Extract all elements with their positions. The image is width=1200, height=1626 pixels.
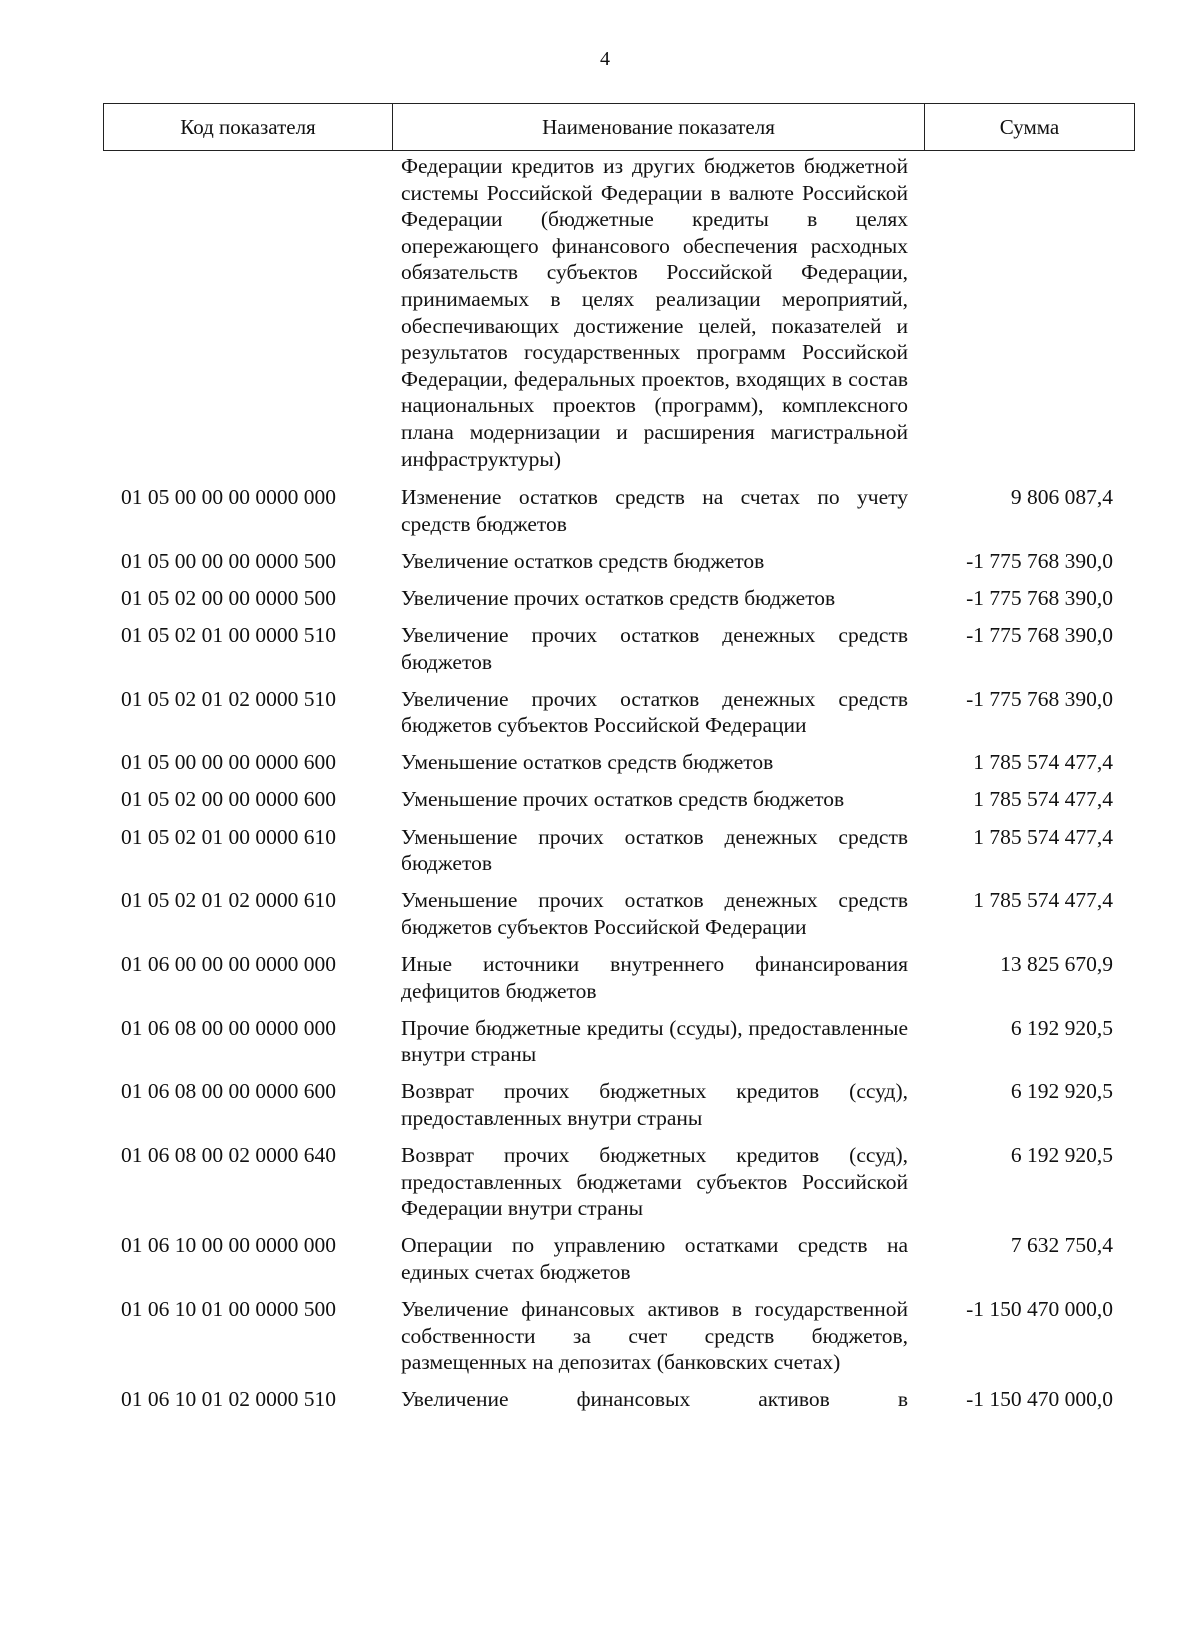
row-code: 01 05 02 00 00 0000 500 — [121, 585, 336, 610]
row-code: 01 06 10 00 00 0000 000 — [121, 1233, 336, 1258]
table-body — [103, 153, 1135, 1423]
table-row — [103, 951, 1135, 1004]
table-row — [103, 622, 1135, 675]
row-code: 01 05 02 01 00 0000 510 — [121, 623, 336, 647]
row-code: 01 06 08 00 00 0000 600 — [121, 1079, 336, 1104]
row-sum: 9 806 087,4 — [1010, 485, 1113, 510]
page-number: 4 — [600, 48, 610, 70]
row-sum: -1 150 470 000,0 — [966, 1296, 1113, 1321]
table-row — [103, 749, 1135, 776]
row-sum: -1 775 768 390,0 — [966, 686, 1113, 711]
row-name: Увеличение финансовых активов в — [401, 1387, 908, 1412]
row-code: 01 05 00 00 00 0000 500 — [121, 548, 336, 573]
row-code: 01 05 02 01 00 0000 610 — [121, 824, 336, 849]
row-name: Операции по управлению остатками средств на единых счетах бюджетов — [401, 1233, 908, 1284]
row-sum: 1 785 574 477,4 — [973, 824, 1113, 849]
row-sum — [908, 153, 1135, 472]
row-code: 01 05 00 00 00 0000 000 — [121, 485, 336, 510]
row-sum: -1 775 768 390,0 — [966, 623, 1113, 647]
row-name: Уменьшение прочих остатков средств бюджетов — [401, 787, 845, 812]
table-row — [103, 484, 1135, 537]
table-row — [103, 686, 1135, 739]
row-sum: 1 785 574 477,4 — [973, 787, 1113, 812]
table-row — [103, 585, 1135, 612]
header-sum: Сумма — [999, 114, 1060, 139]
row-name: Увеличение финансовых активов в государственной собственности за счет средств бюджетов, размещенных на депозитах (банковских счетах) — [401, 1296, 908, 1375]
table-row — [103, 824, 1135, 877]
table-row — [103, 1296, 1135, 1376]
row-name: Прочие бюджетные кредиты (ссуды), предоставленные внутри страны — [401, 1015, 908, 1067]
row-sum: 1 785 574 477,4 — [973, 750, 1113, 775]
row-name: Увеличение прочих остатков денежных средств бюджетов субъектов Российской Федерации — [401, 686, 908, 738]
row-name: Уменьшение остатков средств бюджетов — [401, 750, 774, 775]
table-row — [103, 1078, 1135, 1131]
row-name: Изменение остатков средств на счетах по учету средств бюджетов — [401, 485, 908, 536]
row-sum: -1 775 768 390,0 — [966, 548, 1113, 573]
header-name: Наименование показателя — [393, 104, 925, 150]
header-code: Код показателя — [104, 104, 393, 150]
row-name: Уменьшение прочих остатков денежных средств бюджетов субъектов Российской Федерации — [401, 888, 908, 939]
table-row — [103, 1386, 1135, 1413]
row-code: 01 06 08 00 02 0000 640 — [121, 1143, 336, 1167]
table-row — [103, 1232, 1135, 1285]
table-row — [103, 1015, 1135, 1068]
row-name: Иные источники внутреннего финансирования дефицитов бюджетов — [401, 951, 908, 1003]
row-code: 01 06 10 01 02 0000 510 — [121, 1387, 336, 1412]
row-code: 01 05 02 01 02 0000 510 — [121, 686, 336, 711]
row-sum: -1 775 768 390,0 — [966, 585, 1113, 610]
row-code — [103, 153, 392, 472]
table-header — [103, 103, 1135, 151]
row-sum: 13 825 670,9 — [1000, 951, 1113, 976]
continuation-text: Федерации кредитов из других бюджетов бюджетной системы Российской Федерации в валюте Российской Федерации (бюджетные кредиты в целях опережающего финансового обеспечения расходных обязательств субъектов Российской Федерации, принимаемых в целях реализации мероприятий, обеспечивающих достижение целей, показателей и результатов государственных программ Российской Федерации, федеральных проектов, входящих в состав национальных проектов (программ), комплексного плана модернизации и расширения магистральной инфраструктуры) — [401, 154, 908, 471]
row-code: 01 05 02 00 00 0000 600 — [121, 787, 336, 812]
table-row — [103, 1142, 1135, 1222]
row-name: Возврат прочих бюджетных кредитов (ссуд), предоставленных внутри страны — [401, 1079, 908, 1130]
row-sum: 6 192 920,5 — [1010, 1079, 1113, 1104]
row-name: Уменьшение прочих остатков денежных средств бюджетов — [401, 824, 908, 876]
row-name: Увеличение прочих остатков денежных средств бюджетов — [401, 623, 908, 674]
row-sum: 7 632 750,4 — [1010, 1233, 1113, 1258]
row-sum: 6 192 920,5 — [1010, 1015, 1113, 1040]
row-code: 01 05 02 01 02 0000 610 — [121, 888, 336, 913]
table-row — [103, 786, 1135, 813]
row-name: Возврат прочих бюджетных кредитов (ссуд), предоставленных бюджетами субъектов Российской Федерации внутри страны — [401, 1143, 908, 1221]
table-row — [103, 548, 1135, 575]
row-code: 01 05 00 00 00 0000 600 — [121, 750, 336, 775]
continuation-row — [103, 153, 1135, 472]
row-code: 01 06 00 00 00 0000 000 — [121, 951, 336, 976]
row-code: 01 06 10 01 00 0000 500 — [121, 1296, 336, 1321]
row-sum: -1 150 470 000,0 — [966, 1387, 1113, 1412]
table-row — [103, 887, 1135, 940]
row-sum: 1 785 574 477,4 — [973, 888, 1113, 913]
row-name: Увеличение прочих остатков средств бюджетов — [401, 585, 836, 610]
row-name: Увеличение остатков средств бюджетов — [401, 548, 765, 573]
row-code: 01 06 08 00 00 0000 000 — [121, 1015, 336, 1040]
row-sum: 6 192 920,5 — [1010, 1143, 1113, 1167]
